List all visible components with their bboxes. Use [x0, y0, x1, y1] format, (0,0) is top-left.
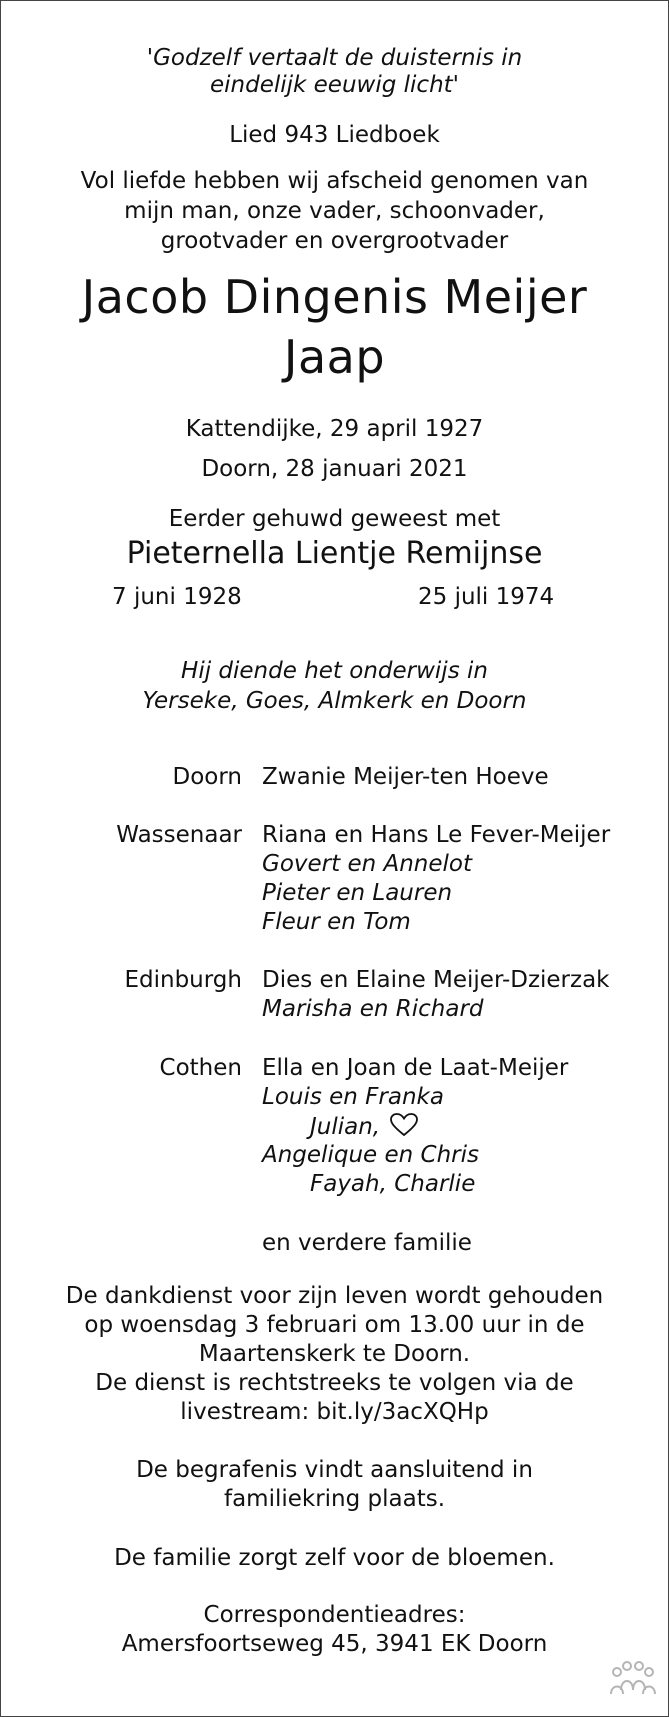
intro-line-1: Vol liefde hebben wij afscheid genomen van — [80, 168, 589, 194]
intro-line-3: grootvader en overgrootvader — [160, 228, 509, 254]
death-line: Doorn, 28 januari 2021 — [201, 456, 468, 482]
service-line-2: op woensdag 3 februari om 13.00 uur in de — [84, 1312, 585, 1338]
people-logo-icon — [609, 1660, 657, 1705]
family-member: Govert en Annelot — [262, 851, 472, 877]
service-livestream: livestream: bit.ly/3acXQHp — [180, 1399, 489, 1425]
career-line-1: Hij diende het onderwijs in — [181, 658, 488, 684]
intro-line-2: mijn man, onze vader, schoonvader, — [124, 198, 545, 224]
service-line-4: De dienst is rechtstreeks te volgen via de — [95, 1370, 574, 1396]
deceased-name: Jacob Dingenis Meijer — [81, 270, 588, 324]
burial-line-1: De begrafenis vindt aansluitend in — [136, 1457, 533, 1483]
spouse-intro: Eerder gehuwd geweest met — [168, 506, 501, 532]
family-member-name: Julian, — [310, 1114, 381, 1140]
quote-line-2: eindelijk eeuwig licht' — [209, 72, 459, 98]
family-place-doorn: Doorn — [172, 764, 242, 790]
flowers-note: De familie zorgt zelf voor de bloemen. — [114, 1545, 555, 1571]
spouse-birth: 7 juni 1928 — [112, 584, 242, 610]
spouse-death: 25 juli 1974 — [418, 584, 555, 610]
heart-icon — [390, 1113, 418, 1143]
family-place-edinburgh: Edinburgh — [124, 967, 242, 993]
correspondence-label: Correspondentieadres: — [203, 1602, 466, 1628]
family-member: Louis en Franka — [262, 1084, 444, 1110]
burial-line-2: familiekring plaats. — [223, 1486, 446, 1512]
family-member: Marisha en Richard — [262, 996, 484, 1022]
family-member: Ella en Joan de Laat-Meijer — [262, 1055, 569, 1081]
deceased-nickname: Jaap — [283, 330, 386, 384]
quote-line-1: 'Godzelf vertaalt de duisternis in — [146, 45, 523, 71]
career-line-2: Yerseke, Goes, Almkerk en Doorn — [142, 688, 527, 714]
family-place-wassenaar: Wassenaar — [116, 822, 242, 848]
spouse-name: Pieternella Lientje Remijnse — [126, 536, 543, 571]
family-member: Fayah, Charlie — [310, 1171, 476, 1197]
family-member: Pieter en Lauren — [262, 880, 453, 906]
family-member: Dies en Elaine Meijer-Dzierzak — [262, 967, 610, 993]
correspondence-address: Amersfoortseweg 45, 3941 EK Doorn — [121, 1631, 548, 1657]
service-line-3: Maartenskerk te Doorn. — [198, 1341, 471, 1367]
service-line-1: De dankdienst voor zijn leven wordt gehouden — [65, 1283, 604, 1309]
birth-line: Kattendijke, 29 april 1927 — [185, 416, 484, 442]
family-place-cothen: Cothen — [159, 1055, 242, 1081]
family-member: Fleur en Tom — [262, 909, 411, 935]
family-member-with-heart — [310, 1113, 418, 1143]
further-family: en verdere familie — [262, 1230, 472, 1256]
family-member: Riana en Hans Le Fever-Meijer — [262, 822, 611, 848]
quote-source: Lied 943 Liedboek — [229, 122, 440, 148]
family-member: Zwanie Meijer-ten Hoeve — [262, 764, 549, 790]
family-member: Angelique en Chris — [262, 1142, 479, 1168]
